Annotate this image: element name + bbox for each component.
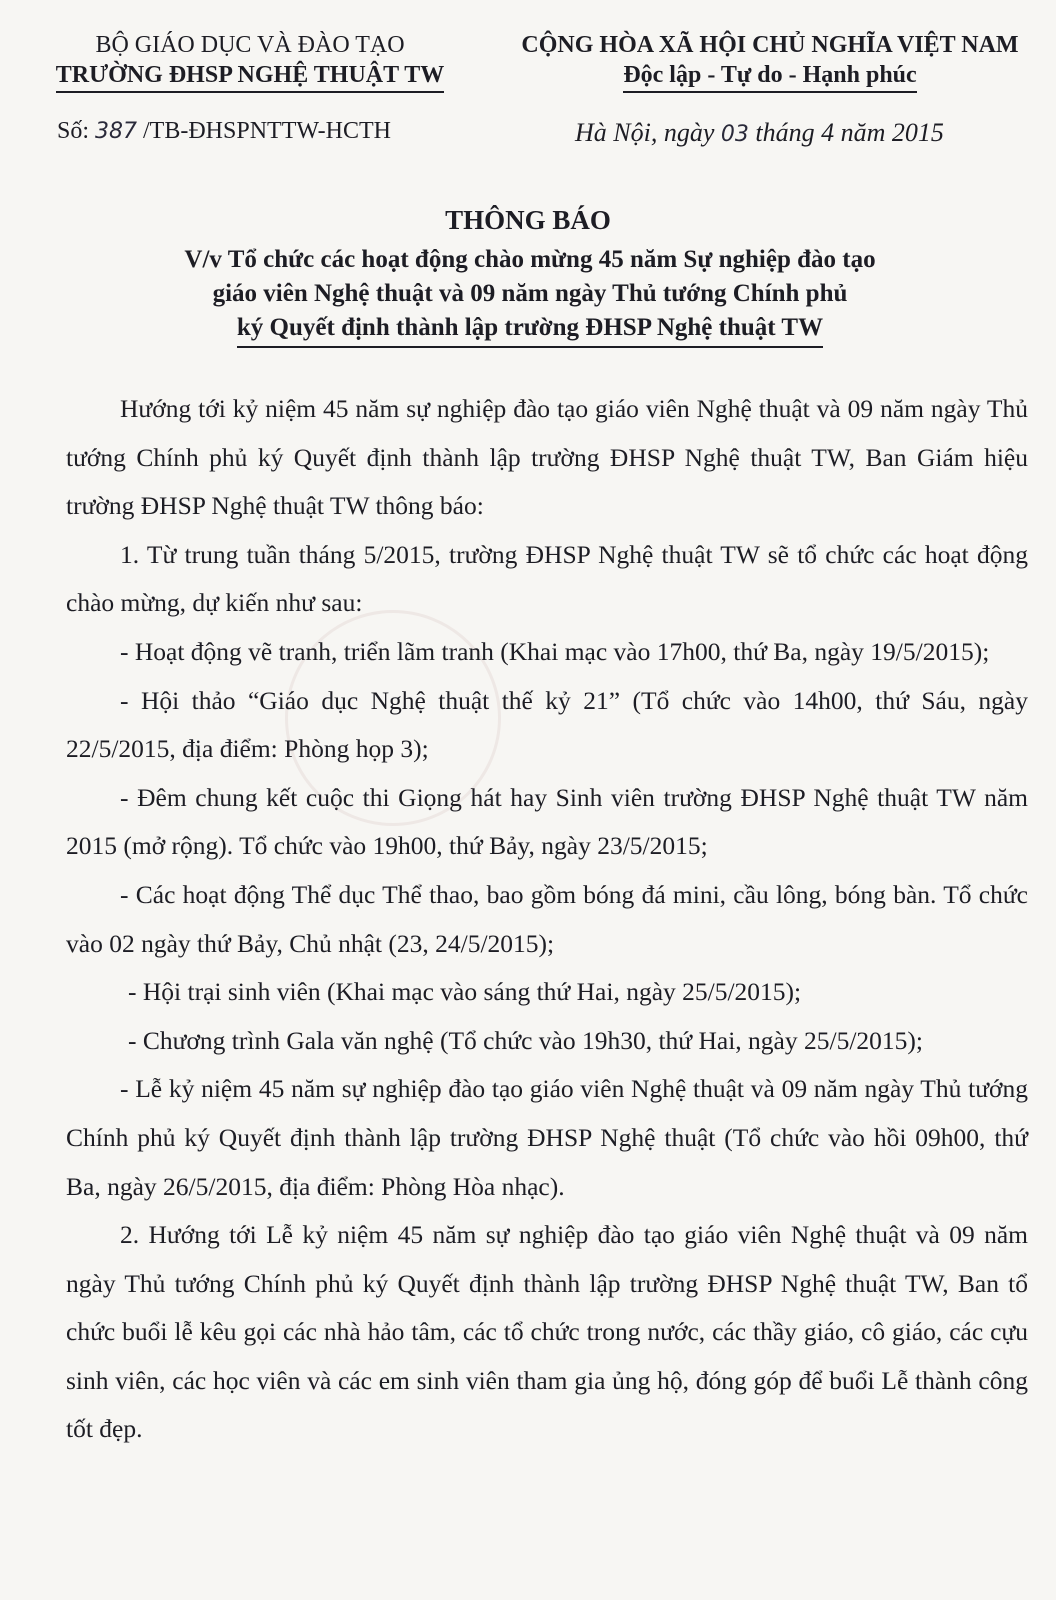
document-number	[57, 118, 391, 145]
motto	[500, 60, 1040, 93]
document-date	[575, 118, 944, 148]
show-through-text	[560, 96, 566, 122]
school-name-text: TRƯỜNG ĐHSP NGHỆ THUẬT TW	[56, 60, 445, 93]
activity-item: - Các hoạt động Thể dục Thể thao, bao gồm bóng đá mini, cầu lông, bóng bàn. Tổ chức vào 02 ngày thứ Bảy, Chủ nhật (23, 24/5/2015);	[66, 879, 1028, 958]
activity-item: - Lễ kỷ niệm 45 năm sự nghiệp đào tạo giáo viên Nghệ thuật và 09 năm ngày Thủ tướng Chính phủ ký Quyết định thành lập trường ĐHSP Nghệ thuật (Tổ chức vào hồi 09h00, thứ Ba, ngày 26/5/2015, địa điểm: Phòng Hòa nhạc).	[66, 1074, 1028, 1201]
document-body	[66, 385, 1028, 1454]
intro-paragraph: Hướng tới kỷ niệm 45 năm sự nghiệp đào tạo giáo viên Nghệ thuật và 09 năm ngày Thủ tướng Chính phủ ký Quyết định thành lập trường ĐHSP Nghệ thuật TW, Ban Giám hiệu trường ĐHSP Nghệ thuật TW thông báo:	[66, 394, 1028, 521]
date-rest: tháng 4 năm 2015	[755, 118, 944, 147]
point-2: 2. Hướng tới Lễ kỷ niệm 45 năm sự nghiệp đào tạo giáo viên Nghệ thuật và 09 năm ngày Thủ tướng Chính phủ ký Quyết định thành lập trường ĐHSP Nghệ thuật TW, Ban tổ chức buổi lễ kêu gọi các nhà hảo tâm, các tổ chức trong nước, các thầy giáo, cô giáo, các cựu sinh viên, các học viên và các em sinh viên tham gia ủng hộ, đóng góp để buổi Lễ thành công tốt đẹp.	[66, 1220, 1028, 1444]
activity-item: - Chương trình Gala văn nghệ (Tổ chức vào 19h30, thứ Hai, ngày 25/5/2015);	[128, 1025, 923, 1055]
ministry-name: BỘ GIÁO DỤC VÀ ĐÀO TẠO	[95, 32, 405, 58]
subject-line: V/v Tổ chức các hoạt động chào mừng 45 năm Sự nghiệp đào tạo	[184, 246, 876, 273]
document-title: THÔNG BÁO	[445, 205, 611, 235]
national-header	[500, 30, 1040, 93]
point-1: 1. Từ trung tuần tháng 5/2015, trường ĐHSP Nghệ thuật TW sẽ tổ chức các hoạt động chào mừng, dự kiến như sau:	[66, 539, 1028, 618]
country-name: CỘNG HÒA XÃ HỘI CHỦ NGHĨA VIỆT NAM	[521, 32, 1019, 58]
number-prefix: Số:	[57, 118, 90, 144]
number-code: /TB-ĐHSPNTTW-HCTH	[143, 118, 392, 144]
motto-text: Độc lập - Tự do - Hạnh phúc	[623, 60, 916, 93]
activity-item: - Đêm chung kết cuộc thi Giọng hát hay Sinh viên trường ĐHSP Nghệ thuật TW năm 2015 (mở rộng). Tổ chức vào 19h00, thứ Bảy, ngày 23/5/2015;	[66, 782, 1028, 861]
activity-item: - Hội trại sinh viên (Khai mạc vào sáng thứ Hai, ngày 25/5/2015);	[128, 977, 802, 1007]
date-prefix: Hà Nội, ngày	[575, 118, 715, 147]
subject-line	[60, 311, 1000, 348]
school-name	[40, 60, 460, 93]
handwritten-day: 03	[720, 122, 749, 147]
subject-line-text: ký Quyết định thành lập trường ĐHSP Nghệ thuật TW	[237, 311, 823, 348]
issuer-header	[40, 30, 460, 93]
handwritten-number: 387	[95, 119, 138, 144]
activity-item: - Hoạt động vẽ tranh, triển lãm tranh (Khai mạc vào 17h00, thứ Ba, ngày 19/5/2015);	[120, 636, 990, 666]
subject-line: giáo viên Nghệ thuật và 09 năm ngày Thủ tướng Chính phủ	[212, 280, 848, 307]
activity-item: - Hội thảo “Giáo dục Nghệ thuật thế kỷ 21” (Tổ chức vào 14h00, thứ Sáu, ngày 22/5/2015, địa điểm: Phòng họp 3);	[66, 685, 1028, 764]
document-subject	[60, 243, 1000, 348]
